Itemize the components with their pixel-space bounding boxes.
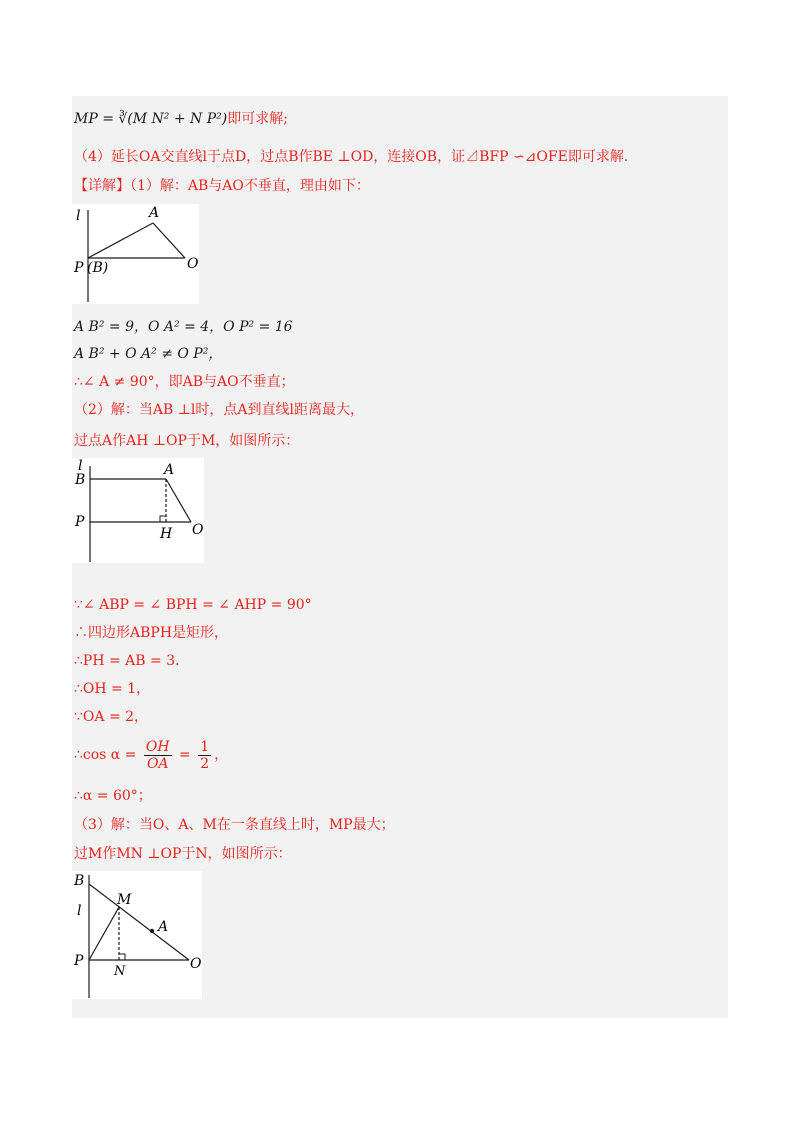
fig2-label-h: H [160,526,173,542]
detail-tag: 【详解】 [74,178,130,194]
fig1-label-a: A [149,205,160,221]
squares-inequality: A B² + O A² ≠ O P²， [74,346,223,362]
figure-1 [72,204,199,304]
mp-formula-note: 即可求解; [227,111,288,127]
fraction-oa: OA [146,755,169,772]
fig2-label-a: A [164,462,175,478]
fig3-label-a: A [158,919,169,935]
figure-2-svg [72,458,204,563]
cos-alpha-eq: = [179,747,191,763]
fraction-half [198,739,211,772]
figure-3-svg [72,871,202,999]
figure-3 [72,871,202,999]
part2-construction: 过点A作AH ⊥OP于M，如图所示： [74,433,300,449]
fraction-two: 2 [200,755,210,772]
oa-value: ∵OA = 2， [74,709,149,725]
fig1-label-o: O [187,256,199,272]
fig2-label-o: O [192,522,204,538]
fig3-label-b: B [74,873,85,889]
ph-equals-ab: ∴PH = AB = 3． [74,653,190,669]
part3-construction: 过M作MN ⊥OP于N，如图所示： [74,846,292,862]
cos-alpha-end: ， [214,747,229,763]
line-mp-formula [74,109,288,129]
alpha-value: ∴α = 60°； [74,788,152,804]
fig2-label-p: P [75,514,85,530]
fig3-label-m: M [117,892,132,908]
fig1-label-l: l [76,208,81,224]
step4-hint: （4）延长OA交直线l于点D，过点B作BE ⊥OD，连接OB，证⊿BFP ∽⊿OFE即可求解． [74,149,638,165]
part3-statement: （3）解：当O、A、M在一条直线上时，MP最大； [74,817,395,833]
rectangle-conclusion: ∴四边形ABPH是矩形， [74,625,229,641]
fig2-label-b: B [75,472,86,488]
fig3-label-p: P [74,953,84,969]
fig3-label-o: O [190,956,202,972]
part2-statement: （2）解：当AB ⊥l时，点A到直线l距离最大， [74,402,364,418]
figure-2 [72,458,204,563]
fig1-label-b: (B) [87,260,109,276]
fraction-oh: OH [145,738,170,755]
part1-conclusion: ∴∠ A ≠ 90°，即AB与AO不垂直； [74,374,295,390]
angles-equal: ∵∠ ABP = ∠ BPH = ∠ AHP = 90° [74,597,312,613]
fig3-label-n: N [114,964,126,979]
mp-formula: MP = ∛(M N² + N P²) [74,111,228,127]
oh-value: ∴OH = 1， [74,681,151,697]
fraction-one: 1 [200,738,210,755]
fig2-label-l: l [78,458,83,474]
fraction-oh-oa [144,739,172,772]
cos-alpha-line [74,738,228,772]
fig3-label-l: l [77,903,82,919]
part1-statement: （1）解：AB与AO不垂直，理由如下： [130,178,370,194]
cos-alpha-lhs: ∴cos α = [74,747,137,763]
fig1-label-p: P [74,260,84,276]
squares-values: A B² = 9，O A² = 4，O P² = 16 [74,319,293,335]
figure-1-svg [72,204,199,304]
detail-heading [74,176,370,196]
